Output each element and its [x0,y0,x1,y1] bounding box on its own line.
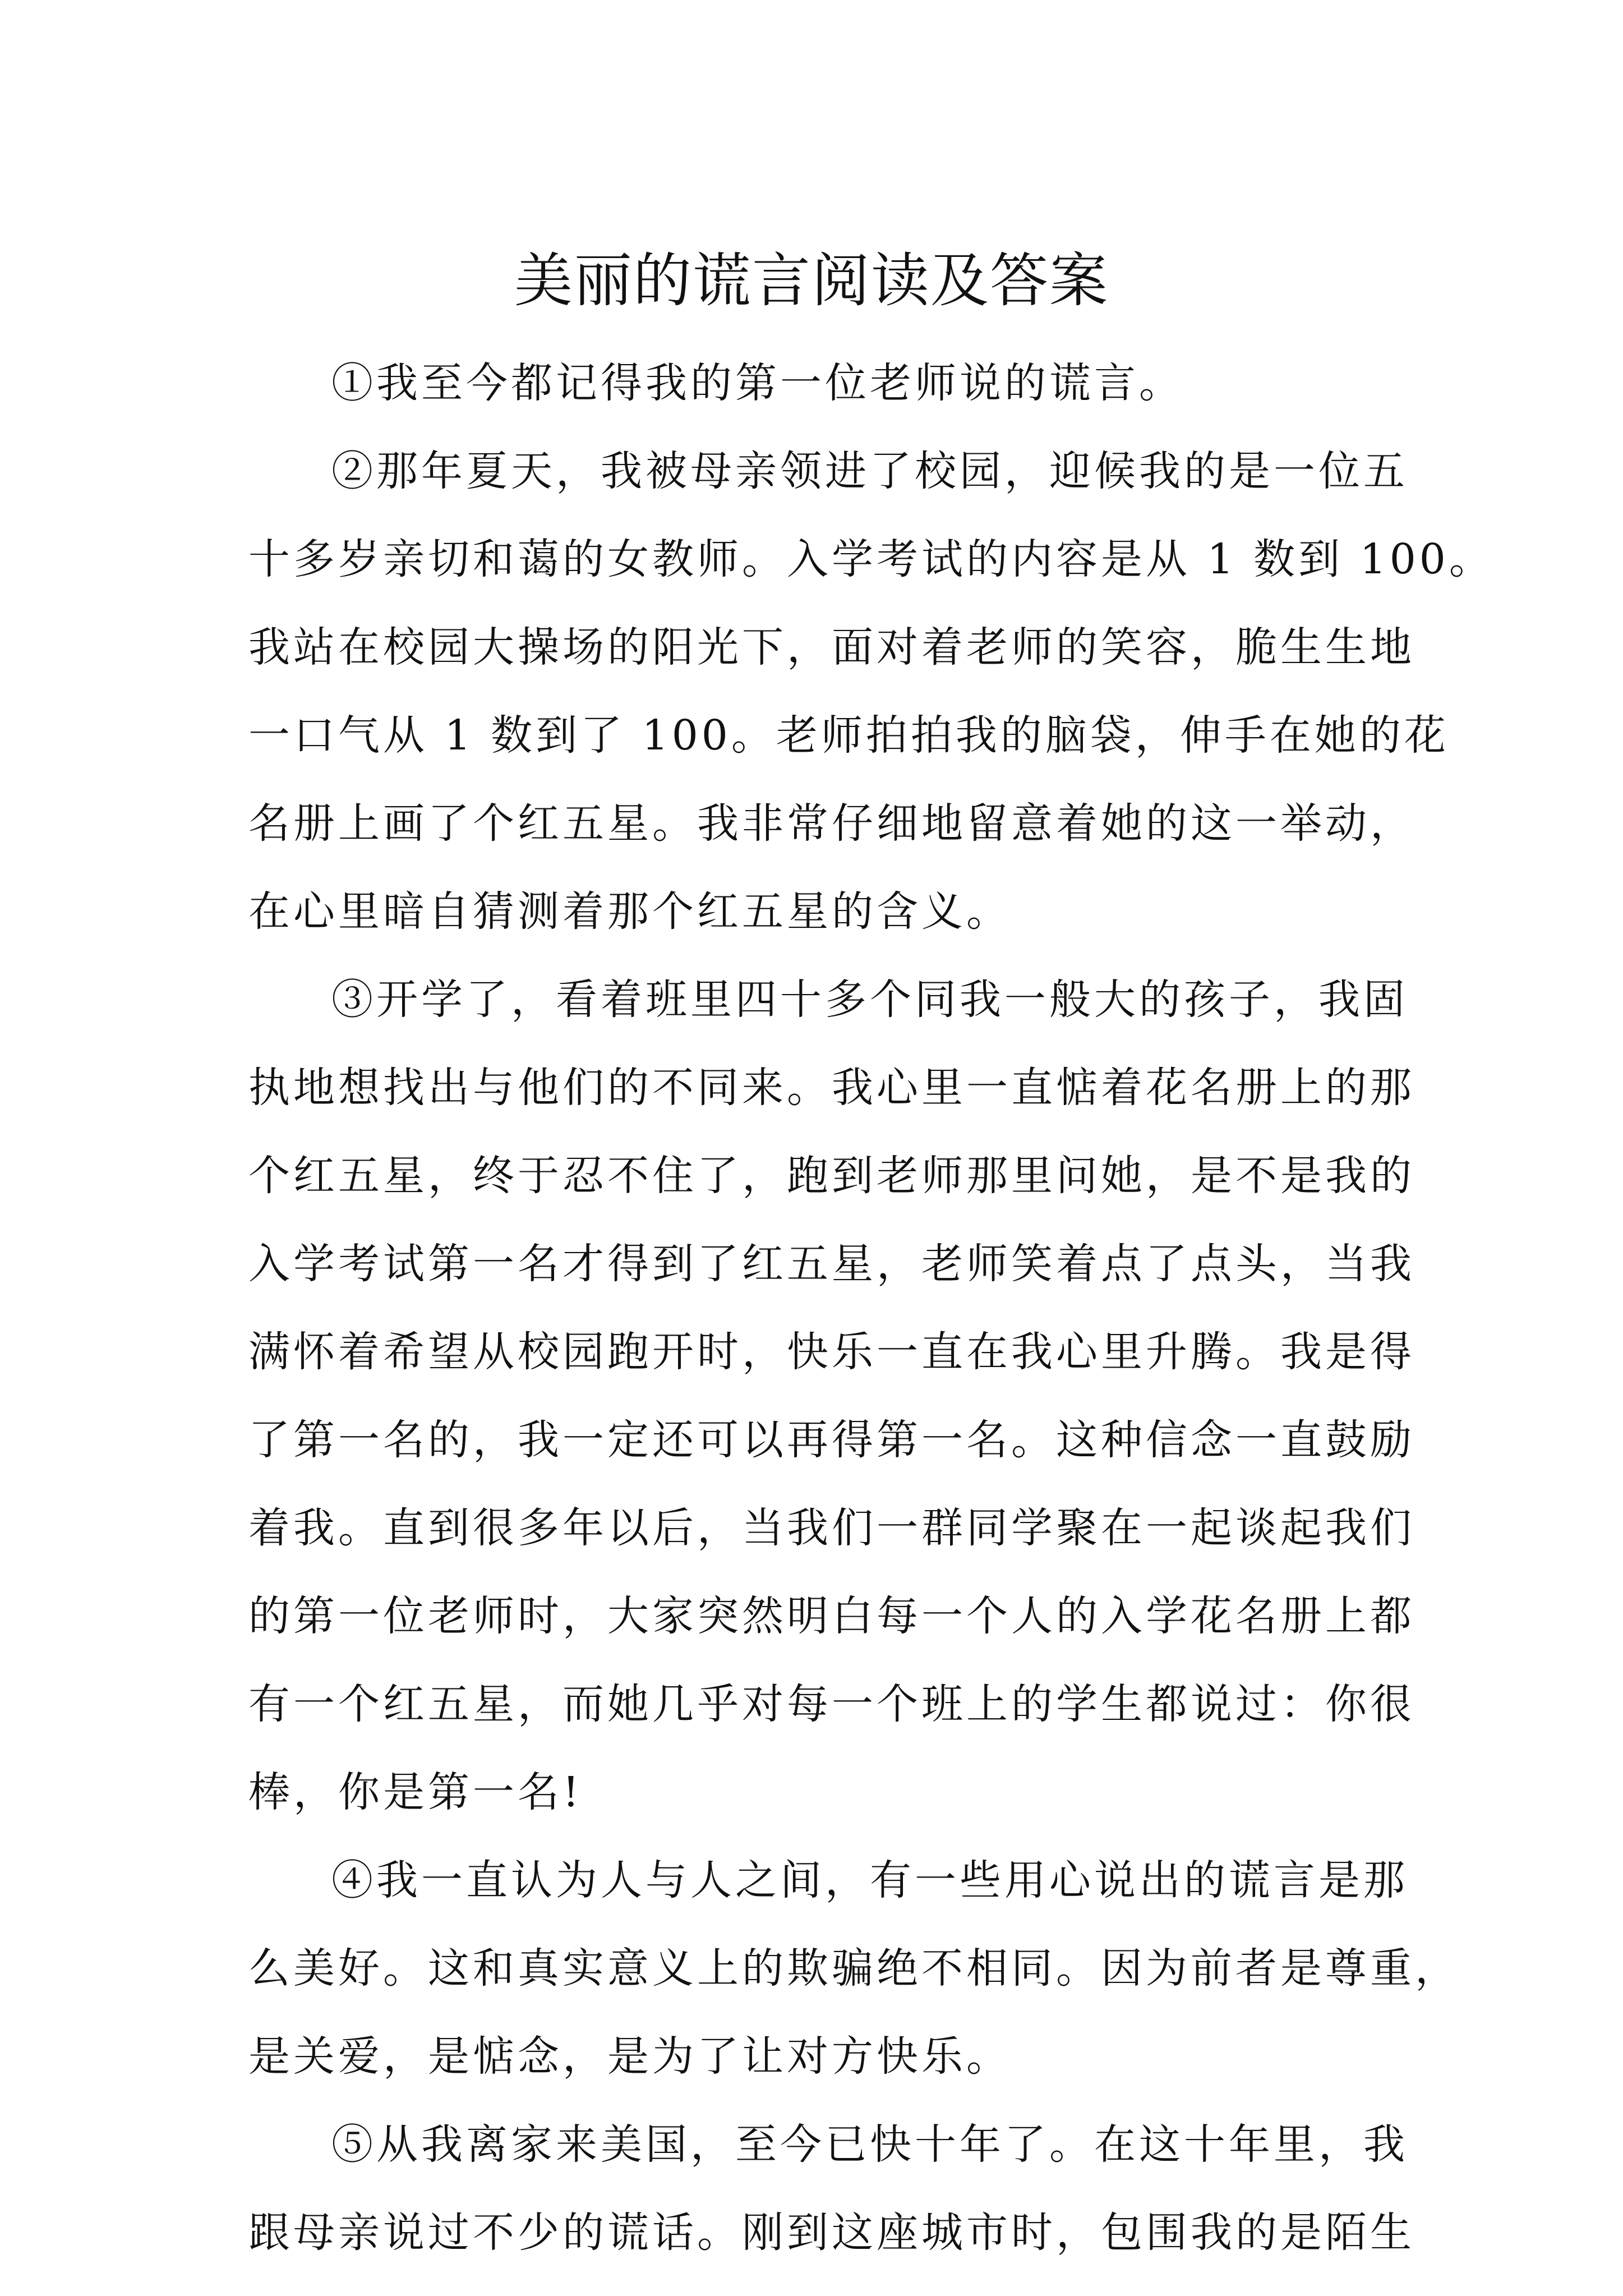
text-line: ④我一直认为人与人之间，有一些用心说出的谎言是那 [331,1856,1408,1904]
text-line: ③开学了，看着班里四十多个同我一般大的孩子，我固 [331,976,1408,1024]
text-line: 执地想找出与他们的不同来。我心里一直惦着花名册上的那 [248,1064,1415,1112]
text-line: 十多岁亲切和蔼的女教师。入学考试的内容是从 1 数到 100。 [248,535,1494,583]
text-line: 我站在校园大操场的阳光下，面对着老师的笑容，脆生生地 [248,623,1415,671]
text-line: 着我。直到很多年以后，当我们一群同学聚在一起谈起我们 [248,1504,1415,1552]
text-line: 有一个红五星，而她几乎对每一个班上的学生都说过：你很 [248,1680,1415,1728]
text-line: ⑤从我离家来美国，至今已快十年了。在这十年里，我 [331,2120,1408,2169]
text-line: 棒，你是第一名! [248,1768,583,1816]
text-line: 满怀着希望从校园跑开时，快乐一直在我心里升腾。我是得 [248,1328,1415,1376]
text-line: 了第一名的，我一定还可以再得第一名。这种信念一直鼓励 [248,1416,1415,1464]
text-line: 入学考试第一名才得到了红五星，老师笑着点了点头，当我 [248,1240,1415,1288]
text-line: 在心里暗自猜测着那个红五星的含义。 [248,887,1011,936]
text-line: 是关爱，是惦念，是为了让对方快乐。 [248,2032,1011,2081]
text-line: ①我至今都记得我的第一位老师说的谎言。 [331,359,1184,407]
text-line: 么美好。这和真实意义上的欺骗绝不相同。因为前者是尊重， [248,1944,1460,1993]
article-body [248,339,1494,2277]
text-line: 的第一位老师时，大家突然明白每一个人的入学花名册上都 [248,1592,1415,1640]
text-line: 个红五星，终于忍不住了，跑到老师那里问她，是不是我的 [248,1152,1415,1200]
text-line: 一口气从 1 数到了 100。老师拍拍我的脑袋，伸手在她的花 [248,711,1449,760]
text-line: 名册上画了个红五星。我非常仔细地留意着她的这一举动， [248,799,1415,848]
document-title: 美丽的谎言阅读及答案 [514,246,1109,315]
text-line: ②那年夏天，我被母亲领进了校园，迎候我的是一位五 [331,447,1408,495]
text-line: 跟母亲说过不少的谎话。刚到这座城市时，包围我的是陌生 [248,2208,1415,2257]
